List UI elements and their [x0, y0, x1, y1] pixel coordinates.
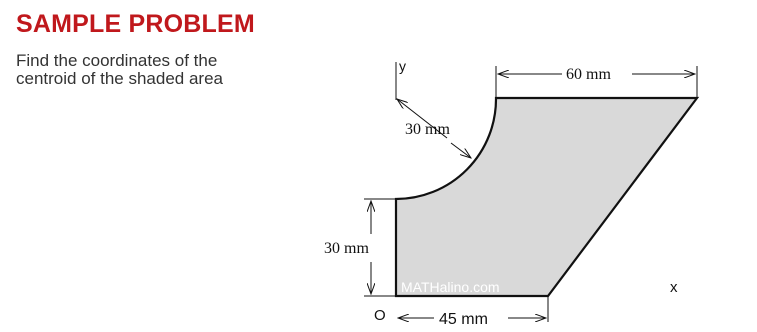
top-width-label: 60 mm [566, 66, 611, 83]
problem-line-1: Find the coordinates of the [16, 51, 218, 70]
bottom-width-label: 45 mm [439, 311, 488, 328]
page-title: SAMPLE PROBLEM [16, 10, 255, 38]
problem-line-2: centroid of the shaded area [16, 69, 223, 88]
left-height-label: 30 mm [324, 240, 369, 257]
radius-dimension-label: 30 mm [405, 121, 450, 138]
watermark-text: MATHalino.com [401, 279, 500, 295]
origin-label: O [374, 307, 386, 324]
x-axis-label: x [670, 279, 678, 296]
y-axis-label: y [399, 58, 406, 74]
radius-leader-line-arc [451, 143, 471, 158]
